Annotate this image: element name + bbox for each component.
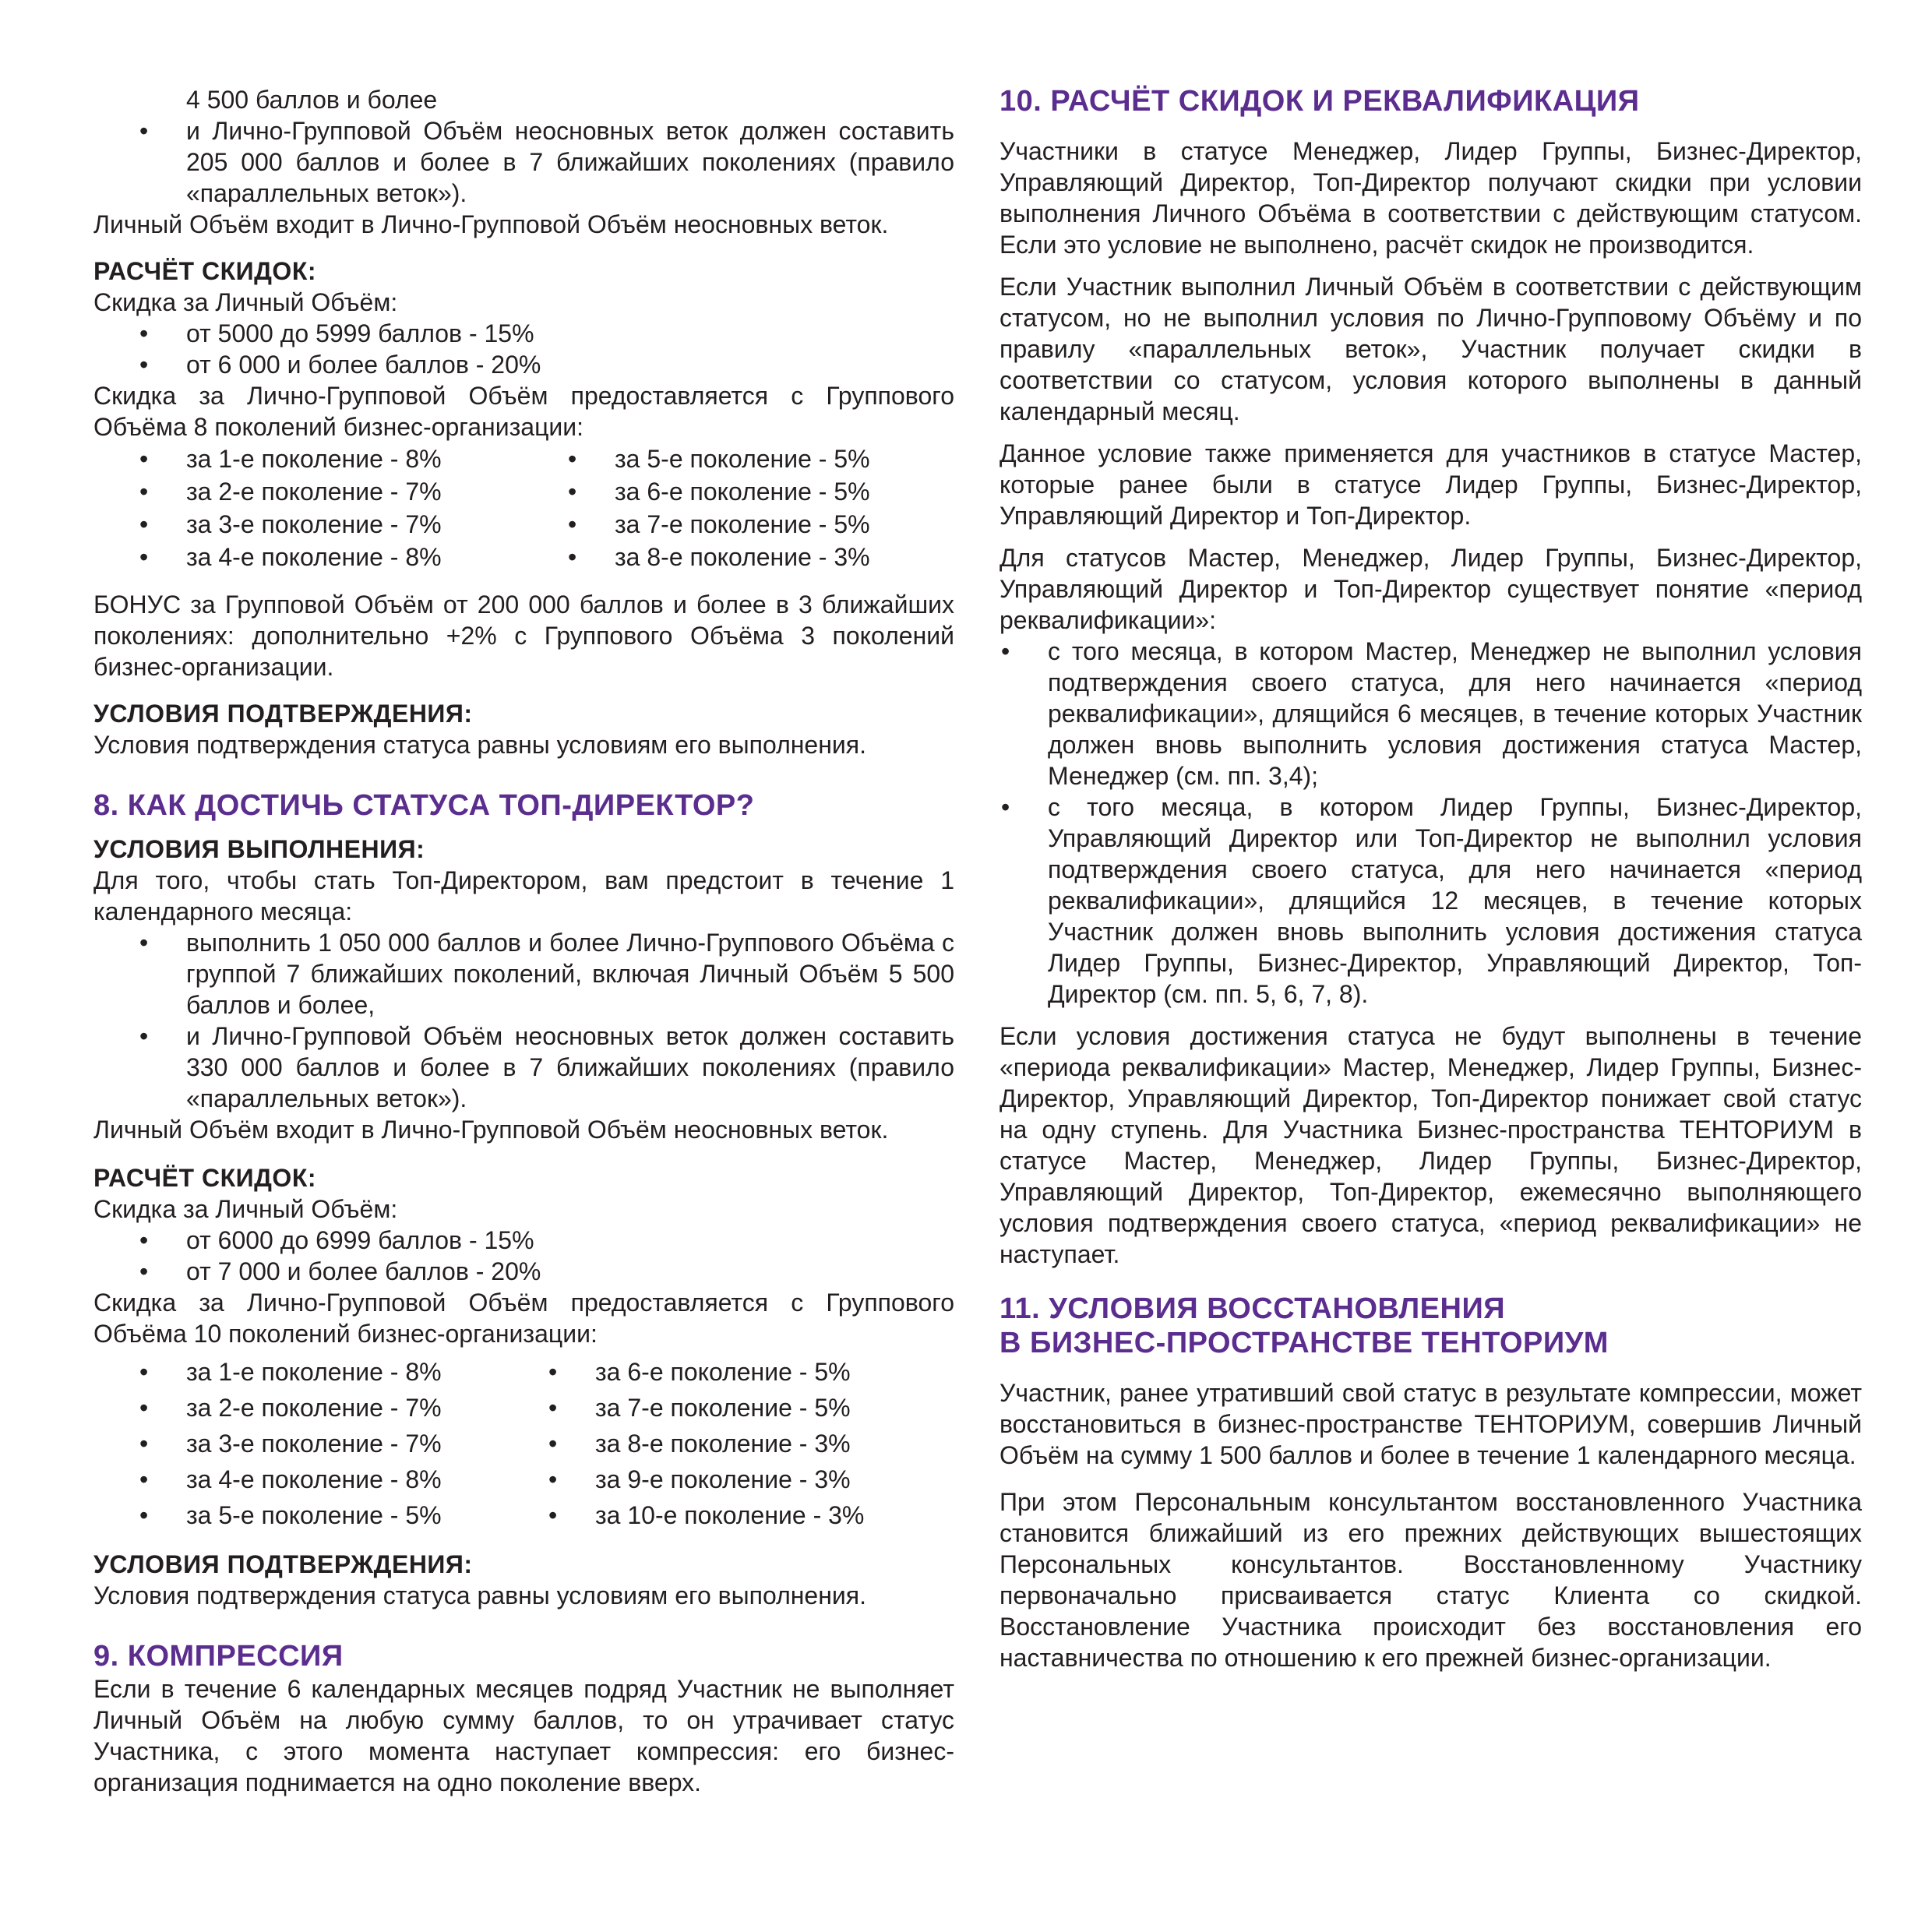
list-item: • от 5000 до 5999 баллов - 15% [186,318,954,349]
personal-note: Личный Объём входит в Лично-Групповой Объём неосновных веток. [93,1116,889,1144]
list-item: • за 9-е поколение - 3% [595,1461,946,1497]
list-item: • за 6-е поколение - 5% [595,1354,946,1390]
bonus-text: БОНУС за Групповой Объём от 200 000 баллов и более в 3 ближайших поколениях: дополнительно +2% с Группового Объёма 3 поколений бизнес-организации. [93,591,954,681]
list-item: • за 2-е поколение - 7% [186,475,615,508]
section-title: 9. КОМПРЕССИЯ [93,1640,344,1673]
list-item: • и Лично-Групповой Объём неосновных веток должен составить 330 000 баллов и более в 7 ближайших поколениях (правило «параллельных веток»). [186,1021,954,1114]
list-item: • за 1-е поколение - 8% [186,442,615,475]
discount-label: Скидка за Личный Объём: [93,288,398,316]
discount-label: Скидка за Личный Объём: [93,1195,398,1223]
discount-intro: Скидка за Лично-Групповой Объём предоставляется с Группового Объёма 10 поколений бизнес-организации: [93,1289,954,1348]
list-item: • за 6-е поколение - 5% [615,475,965,508]
list-item: • от 7 000 и более баллов - 20% [186,1256,954,1287]
continued-line: 4 500 баллов и более [186,86,438,114]
list-item: • за 2-е поколение - 7% [186,1390,595,1426]
right-column [999,84,1862,1673]
generation-list-8 [93,442,954,573]
list-item: • от 6000 до 6999 баллов - 15% [186,1225,954,1256]
section-title: 10. РАСЧЁТ СКИДОК И РЕКВАЛИФИКАЦИЯ [999,85,1640,118]
list-item: • за 3-е поколение - 7% [186,508,615,541]
list-item: • с того месяца, в котором Мастер, Менеджер не выполнил условия подтверждения своего статуса, для него начинается «период реквалификации», длящийся 6 месяцев, в течение которых Участник должен вновь выполнить условия достижения статуса Мастер, Менеджер (см. пп. 3,4); [1048,636,1862,791]
list-item: • с того месяца, в котором Лидер Группы, Бизнес-Директор, Управляющий Директор или Топ-Директор не выполнил условия подтверждения своего статуса, для него начинается «период реквалификации», длящийся 12 месяцев, в течение которых Участник должен вновь выполнить условия достижения статуса Лидер Группы, Бизнес-Директор, Управляющий Директор, Топ-Директор (см. пп. 5, 6, 7, 8). [1048,791,1862,1010]
section-title: 8. КАК ДОСТИЧЬ СТАТУСА ТОП-ДИРЕКТОР? [93,789,755,822]
list-item: • и Лично-Групповой Объём неосновных веток должен составить 205 000 баллов и более в 7 ближайших поколениях (правило «параллельных веток»). [186,115,954,209]
list-item: • за 3-е поколение - 7% [186,1426,595,1461]
paragraph: Данное условие также применяется для участников в статусе Мастер, которые ранее были в статусе Лидер Группы, Бизнес-Директор, Управляющий Директор и Топ-Директор. [999,439,1862,530]
section-title: 11. УСЛОВИЯ ВОССТАНОВЛЕНИЯ [999,1292,1506,1325]
section-subheading: РАСЧЁТ СКИДОК: [93,257,316,285]
paragraph: Если Участник выполнил Личный Объём в соответствии с действующим статусом, но не выполнил условия по Лично-Групповому Объёму и по правилу «параллельных веток», Участник получает скидки в соответствии со статусом, условия которого выполнены в данный календарный месяц. [999,273,1862,425]
section-title: В БИЗНЕС-ПРОСТРАНСТВЕ ТЕНТОРИУМ [999,1327,1609,1359]
list-item: • от 6 000 и более баллов - 20% [186,349,954,380]
list-item: • за 8-е поколение - 3% [595,1426,946,1461]
list-item: • за 1-е поколение - 8% [186,1354,595,1390]
paragraph: Участник, ранее утративший свой статус в результате компрессии, может восстановиться в бизнес-пространстве ТЕНТОРИУМ, совершив Личный Объём на сумму 1 500 баллов и более в течение 1 календарного месяца. [999,1379,1862,1469]
section-subheading: РАСЧЁТ СКИДОК: [93,1164,316,1192]
list-item: • за 7-е поколение - 5% [615,508,965,541]
section-subheading: УСЛОВИЯ ПОДТВЕРЖДЕНИЯ: [93,1550,473,1578]
list-item: • за 8-е поколение - 3% [615,541,965,573]
paragraph: Если условия достижения статуса не будут выполнены в течение «периода реквалификации» Мастер, Менеджер, Лидер Группы, Бизнес-Директор, Управляющий Директор, Топ-Директор понижает свой статус на одну ступень. Для Участника Бизнес-пространства ТЕНТОРИУМ в статусе Мастер, Менеджер, Лидер Группы, Бизнес-Директор, Управляющий Директор, Топ-Директор, ежемесячно выполняющего условия подтверждения своего статуса, «период реквалификации» не наступает. [999,1022,1862,1268]
compression-text: Если в течение 6 календарных месяцев подряд Участник не выполняет Личный Объём на любую сумму баллов, то он утрачивает статус Участника, с этого момента наступает компрессия: его бизнес-организация поднимается на одно поколение вверх. [93,1675,954,1796]
paragraph: Участники в статусе Менеджер, Лидер Группы, Бизнес-Директор, Управляющий Директор, Топ-Директор получают скидки при условии выполнения Личного Объёма в соответствии с действующим статусом. Если это условие не выполнено, расчёт скидок не производится. [999,137,1862,259]
generation-list-10 [93,1354,954,1533]
list-item: • за 4-е поколение - 8% [186,541,615,573]
section-subheading: УСЛОВИЯ ПОДТВЕРЖДЕНИЯ: [93,700,473,728]
list-item: • за 4-е поколение - 8% [186,1461,595,1497]
list-item: • за 5-е поколение - 5% [615,442,965,475]
personal-note: Личный Объём входит в Лично-Групповой Объём неосновных веток. [93,210,889,238]
discount-intro: Скидка за Лично-Групповой Объём предоставляется с Группового Объёма 8 поколений бизнес-организации: [93,382,954,441]
list-item: • за 7-е поколение - 5% [595,1390,946,1426]
fulfil-intro: Для того, чтобы стать Топ-Директором, вам предстоит в течение 1 календарного месяца: [93,866,954,925]
list-item: • за 5-е поколение - 5% [186,1497,595,1533]
paragraph: При этом Персональным консультантом восстановленного Участника становится ближайший из его прежних действующих вышестоящих Персональных консультантов. Восстановленному Участнику первоначально присваивается статус Клиента со скидкой. Восстановление Участника происходит без восстановления его наставничества по отношению к его прежней бизнес-организации. [999,1488,1862,1672]
confirm-text: Условия подтверждения статуса равны условиям его выполнения. [93,1581,866,1609]
list-item: • выполнить 1 050 000 баллов и более Лично-Группового Объёма с группой 7 ближайших поколений, включая Личный Объём 5 500 баллов и более, [186,927,954,1021]
paragraph: Для статусов Мастер, Менеджер, Лидер Группы, Бизнес-Директор, Управляющий Директор и Топ-Директор существует понятие «период реквалификации»: [999,544,1862,634]
section-subheading: УСЛОВИЯ ВЫПОЛНЕНИЯ: [93,835,425,863]
list-item: • за 10-е поколение - 3% [595,1497,946,1533]
confirm-text: Условия подтверждения статуса равны условиям его выполнения. [93,731,866,759]
left-column [93,84,954,1798]
